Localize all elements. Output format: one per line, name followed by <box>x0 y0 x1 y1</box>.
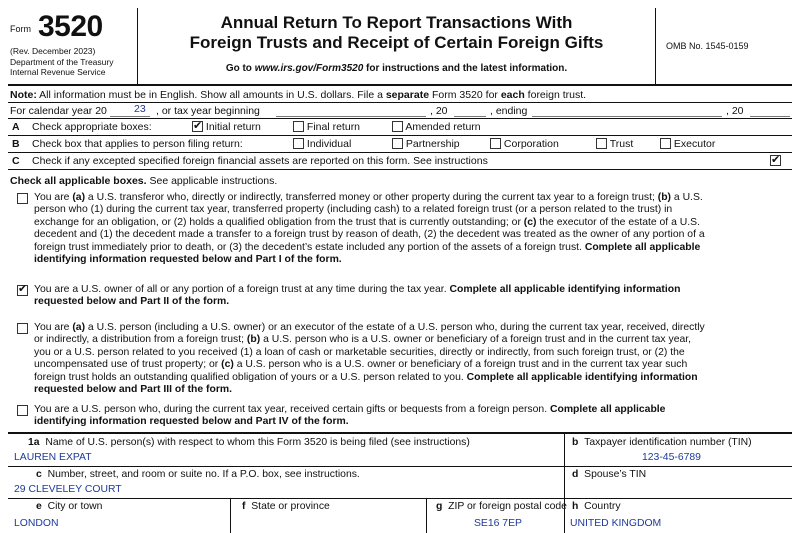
line-d-label: Spouse’s TIN <box>584 469 647 480</box>
end-year-label: , 20 <box>726 105 744 117</box>
line-1a-name-cell[interactable] <box>8 434 564 466</box>
line-h-value[interactable]: UNITED KINGDOM <box>570 518 662 529</box>
ending-label: , ending <box>490 105 528 117</box>
part-ii-checkbox[interactable] <box>17 285 28 296</box>
begin-year-label: , 20 <box>430 105 448 117</box>
paragraph-line <box>34 416 788 428</box>
row-b-label: Check box that applies to person filing return: <box>32 138 243 150</box>
revision-date: (Rev. December 2023) <box>10 46 96 56</box>
paragraph-bold-text: (b) <box>657 192 672 203</box>
form-title-block <box>138 8 656 86</box>
line-1a-num: 1a <box>28 437 40 448</box>
line-g-caption <box>430 501 567 512</box>
form-number: 3520 <box>38 10 103 43</box>
partnership-option[interactable] <box>392 138 460 150</box>
line-h-caption <box>568 501 621 512</box>
paragraph-line: foreign trust immediately prior to death, or (3) the decedent’s estate included any portion of the assets of a foreign trust. Complete all applicable <box>34 241 701 253</box>
part-iv-checkbox[interactable] <box>17 405 28 416</box>
part-i-checkbox[interactable] <box>17 193 28 204</box>
check-all-row <box>8 174 792 188</box>
part-ii-paragraph <box>8 284 792 312</box>
trust-checkbox[interactable] <box>596 138 607 149</box>
paragraph-line <box>34 296 788 308</box>
line-b-label: Taxpayer identification number (TIN) <box>584 437 752 448</box>
amended-return-label: Amended return <box>405 121 481 133</box>
paragraph-line: exchange for an obligation, or (2) holds a qualified obligation from the trust that is currently outstanding; or (c) the executor of the estate of a U.S. <box>34 216 700 228</box>
begin-year-field[interactable] <box>454 105 486 117</box>
paragraph-line: You are (a) a U.S. transferor who, directly or indirectly, transferred money or other property during the current tax year to a foreign trust; (b) a U.S. <box>34 192 703 203</box>
paragraph-bold-text: Complete all applicable <box>584 241 701 253</box>
tax-year-beginning-label: , or tax year beginning <box>156 105 260 117</box>
calendar-year-value: 23 <box>134 103 146 115</box>
line-1a-label: Name of U.S. person(s) with respect to whom this Form 3520 is being filed (see instructions) <box>45 437 470 448</box>
paragraph-bold-text: requested below and Part III of the form. <box>34 384 233 396</box>
part-iii-text <box>34 322 788 396</box>
row-a-label: Check appropriate boxes: <box>32 121 152 133</box>
service-name: Internal Revenue Service <box>10 67 106 77</box>
final-return-label: Final return <box>306 121 361 133</box>
check-all-rest: See applicable instructions. <box>146 175 278 187</box>
row-c-excepted-assets <box>8 154 792 170</box>
trust-label: Trust <box>609 138 634 150</box>
identifying-information-grid <box>8 432 792 533</box>
line-b-value[interactable]: 123-45-6789 <box>642 452 701 463</box>
row-b-letter: B <box>12 138 20 150</box>
omb-block <box>656 8 792 86</box>
partnership-label: Partnership <box>405 138 460 150</box>
part-i-paragraph <box>8 192 792 270</box>
note-text-part1: All information must be in English. Show all amounts in U.S. dollars. File a <box>36 89 386 101</box>
line-g-postal-cell[interactable] <box>426 498 567 533</box>
line-g-num: g <box>436 501 443 512</box>
goto-prefix: Go to <box>225 63 255 74</box>
paragraph-bold-text: (a) <box>72 192 86 203</box>
form-title-line2: Foreign Trusts and Receipt of Certain Foreign Gifts <box>189 33 604 52</box>
trust-option[interactable] <box>596 138 633 150</box>
line-b-tin-cell[interactable] <box>564 434 792 466</box>
department-name: Department of the Treasury <box>10 57 114 67</box>
line-f-caption <box>234 501 330 512</box>
row-a-letter: A <box>12 121 20 133</box>
paragraph-bold-text: Complete all applicable identifying information <box>466 371 698 383</box>
note-text-part3: foreign trust. <box>524 89 587 101</box>
note-text <box>10 89 586 101</box>
calendar-year-row <box>8 104 792 119</box>
note-label: Note: <box>10 89 37 101</box>
calendar-prefix: For calendar year 20 <box>10 105 107 117</box>
executor-option[interactable] <box>660 138 715 150</box>
line-1a-caption <box>12 437 470 448</box>
part-iv-text <box>34 404 788 429</box>
line-1a-value[interactable]: LAUREN EXPAT <box>14 452 92 463</box>
tax-year-end-field[interactable] <box>532 105 722 117</box>
line-b-num: b <box>572 437 579 448</box>
omb-number: OMB No. 1545-0159 <box>666 41 749 51</box>
initial-return-option[interactable] <box>192 121 261 133</box>
paragraph-line: you or a U.S. person related to you received (1) a loan of cash or marketable securities, directly or indirectly, from such foreign trust, or (2) the <box>34 346 685 358</box>
line-e-num: e <box>36 501 42 512</box>
paragraph-line: You are a U.S. person who, during the current tax year, received certain gifts or bequests from a foreign person. Complete all applicable <box>34 404 666 415</box>
line-d-num: d <box>572 469 579 480</box>
executor-checkbox[interactable] <box>660 138 671 149</box>
individual-option[interactable] <box>293 138 351 150</box>
form-header <box>8 8 792 86</box>
paragraph-line: person who (1) during the current tax year, transferred property (including cash) to a related foreign trust (or a person related to the trust) in <box>34 204 673 216</box>
paragraph-line: You are a U.S. owner of all or any portion of a foreign trust at any time during the tax year. Complete all applicable identifying information <box>34 284 681 295</box>
paragraph-line: decedent and (1) the decedent made a transfer to a foreign trust by reason of death, (2) the decedent was treated as the owner of any portion of a <box>34 229 705 241</box>
paragraph-line: uncompensated use of trust property; or (c) a U.S. person who is a U.S. owner or beneficiary of a foreign trust and in the current tax year such <box>34 359 688 371</box>
paragraph-line: foreign trust holds an outstanding qualified obligation of yours or a U.S. person related to you. Complete all applicable identifying information <box>34 371 698 383</box>
line-h-num: h <box>572 501 579 512</box>
line-h-country-cell[interactable] <box>564 498 792 533</box>
initial-return-label: Initial return <box>205 121 261 133</box>
row-c-label: Check if any excepted specified foreign financial assets are reported on this form. See instructions <box>32 155 488 167</box>
check-all-bold: Check all applicable boxes. <box>10 175 147 187</box>
corporation-option[interactable] <box>490 138 559 150</box>
part-ii-text <box>34 284 788 309</box>
note-each: each <box>500 89 525 101</box>
part-iii-paragraph <box>8 322 792 400</box>
line-c-value[interactable]: 29 CLEVELEY COURT <box>14 484 122 495</box>
part-iii-checkbox[interactable] <box>17 323 28 334</box>
individual-label: Individual <box>306 138 352 150</box>
form-title-line1: Annual Return To Report Transactions With <box>220 13 573 32</box>
check-all-text <box>10 175 277 187</box>
paragraph-line <box>34 254 788 266</box>
amended-return-option[interactable] <box>392 121 481 133</box>
instructions-link-line <box>138 63 655 74</box>
row-c-option[interactable] <box>770 155 781 167</box>
part-i-text <box>34 192 788 266</box>
corporation-label: Corporation <box>503 138 559 150</box>
final-return-option[interactable] <box>293 121 360 133</box>
line-c-num: c <box>36 469 42 480</box>
line-b-caption <box>568 437 752 448</box>
paragraph-bold-text: (c) <box>523 216 537 228</box>
note-separate: separate <box>385 89 430 101</box>
line-c-caption <box>12 469 360 480</box>
excepted-assets-checkbox[interactable] <box>770 155 781 166</box>
line-g-label: ZIP or foreign postal code <box>448 501 567 512</box>
form-3520-page <box>8 8 792 533</box>
row-a-return-type <box>8 120 792 136</box>
paragraph-line: or indirectly, a distribution from a foreign trust; (b) a U.S. person who is a U.S. owner or beneficiary of a foreign trust and in the current tax year, <box>34 334 692 346</box>
executor-label: Executor <box>673 138 716 150</box>
partnership-checkbox[interactable] <box>392 138 403 149</box>
row-b-filer-type <box>8 137 792 153</box>
line-e-value[interactable]: LONDON <box>14 518 59 529</box>
corporation-checkbox[interactable] <box>490 138 501 149</box>
final-return-checkbox[interactable] <box>293 121 304 132</box>
line-d-caption <box>568 469 646 480</box>
line-c-label: Number, street, and room or suite no. If a P.O. box, see instructions. <box>47 469 360 480</box>
line-e-city-cell[interactable] <box>8 498 230 533</box>
calendar-year-field[interactable] <box>110 105 150 117</box>
line-g-value[interactable]: SE16 7EP <box>474 518 522 529</box>
paragraph-bold-text: Complete all applicable <box>549 404 666 415</box>
part-iv-paragraph <box>8 404 792 432</box>
tax-year-begin-field[interactable] <box>276 105 426 117</box>
paragraph-bold-text: identifying information requested below and Part IV of the form. <box>34 416 349 428</box>
form-word: Form <box>10 24 31 34</box>
paragraph-line <box>34 384 788 396</box>
line-e-caption <box>12 501 102 512</box>
individual-checkbox[interactable] <box>293 138 304 149</box>
paragraph-line: You are (a) a U.S. person (including a U.S. owner) or an executor of the estate of a U.S. person who, during the current tax year, received, directly <box>34 322 705 333</box>
line-h-label: Country <box>584 501 621 512</box>
amended-return-checkbox[interactable] <box>392 121 403 132</box>
line-f-num: f <box>242 501 246 512</box>
initial-return-checkbox[interactable] <box>192 121 203 132</box>
form-id-block <box>8 8 138 86</box>
paragraph-bold-text: (c) <box>221 359 234 371</box>
row-c-letter: C <box>12 155 20 167</box>
line-d-spouse-tin-cell[interactable] <box>564 466 792 498</box>
line-f-label: State or province <box>251 501 330 512</box>
line-e-label: City or town <box>47 501 103 512</box>
paragraph-bold-text: identifying information requested below and Part I of the form. <box>34 254 342 266</box>
line-f-state-cell[interactable] <box>230 498 426 533</box>
paragraph-bold-text: (b) <box>246 334 261 346</box>
line-c-address-cell[interactable] <box>8 466 564 498</box>
paragraph-bold-text: requested below and Part II of the form. <box>34 296 230 308</box>
paragraph-bold-text: Complete all applicable identifying information <box>449 284 681 295</box>
end-year-field[interactable] <box>750 105 790 117</box>
note-text-part2: Form 3520 for <box>429 89 501 101</box>
agency-block <box>10 57 138 77</box>
paragraph-bold-text: (a) <box>72 322 86 333</box>
note-row <box>8 88 792 103</box>
irs-url-link[interactable]: www.irs.gov/Form3520 <box>254 63 364 74</box>
goto-suffix: for instructions and the latest information. <box>363 63 568 74</box>
